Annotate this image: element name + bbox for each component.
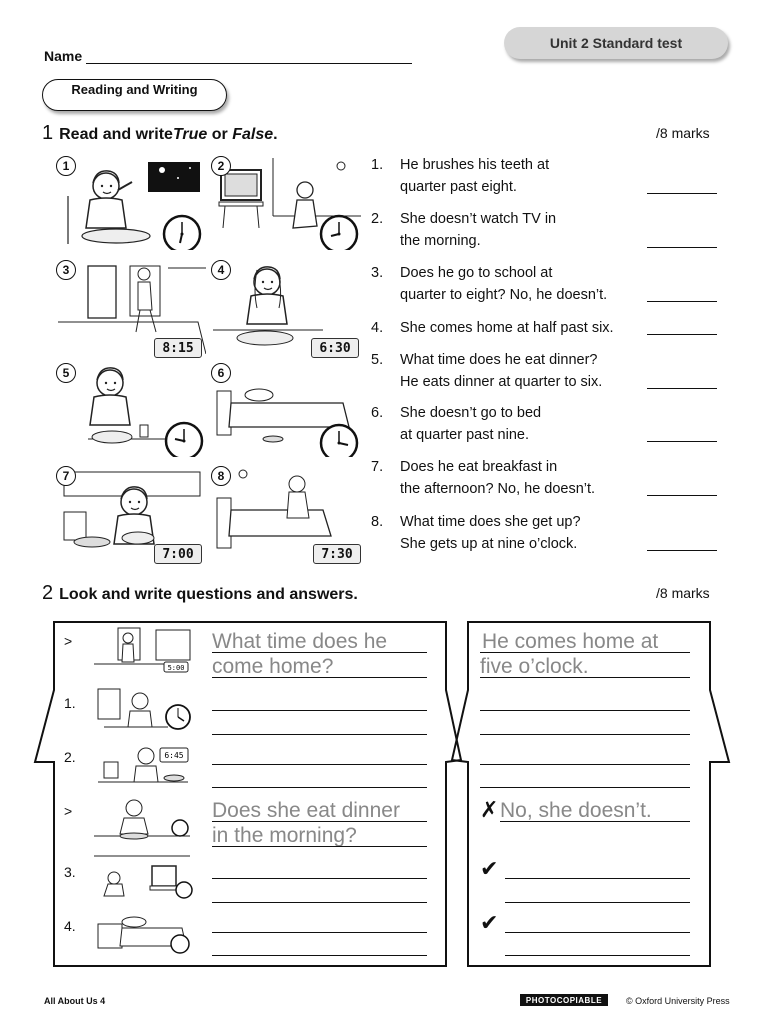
- row-thumbnail-girl-tv: [94, 852, 194, 900]
- cross-mark-icon: ✗: [480, 797, 499, 822]
- question-write-line[interactable]: [212, 787, 427, 788]
- answer-write-line[interactable]: [480, 734, 690, 735]
- question-write-line[interactable]: [212, 734, 427, 735]
- statement-text: quarter to eight? No, he doesn’t.: [400, 287, 608, 303]
- statement-text: Does he go to school at: [400, 265, 553, 281]
- row-marker: 1.: [64, 695, 76, 711]
- statement-number: 3.: [371, 265, 384, 281]
- statement-text: She doesn’t watch TV in: [400, 211, 557, 227]
- answer-write-line[interactable]: [505, 932, 690, 933]
- answer-write-line[interactable]: [480, 787, 690, 788]
- girl-eating-dinner-illustration: [94, 796, 194, 844]
- row-marker: 3.: [64, 864, 76, 880]
- statement-text: at quarter past nine.: [400, 427, 529, 443]
- row-marker: 2.: [64, 749, 76, 765]
- footer-book-title: All About Us 4: [44, 996, 106, 1006]
- exercise1-number: 1: [42, 122, 54, 144]
- answer-write-line[interactable]: [505, 902, 690, 903]
- photocopiable-label: PHOTOCOPIABLE: [520, 994, 608, 1006]
- statement-text: What time does she get up?: [400, 514, 581, 530]
- write-line: [212, 677, 427, 678]
- picture-7-number: 7: [56, 466, 76, 486]
- answer-write-line[interactable]: [480, 710, 690, 711]
- statement-text: He eats dinner at quarter to six.: [400, 374, 603, 390]
- name-label: Name: [44, 48, 83, 64]
- question-write-line[interactable]: [212, 955, 427, 956]
- girl-eating-lunch-illustration: [94, 687, 194, 735]
- question-write-line[interactable]: [212, 932, 427, 933]
- picture-4-digital-clock: 6:30: [311, 338, 359, 358]
- picture-1-number: 1: [56, 156, 76, 176]
- example-question-line1: Does she eat dinner: [212, 799, 400, 822]
- example-answer-line1: He comes home at: [482, 630, 659, 653]
- write-line: [212, 846, 427, 847]
- row-marker: >: [64, 803, 73, 819]
- statement-text: She doesn’t go to bed: [400, 405, 542, 421]
- example-question-line2: come home?: [212, 655, 334, 678]
- boy-coming-home-illustration: [94, 626, 194, 674]
- picture-3-digital-clock: 8:15: [154, 338, 202, 358]
- exercise2-number: 2: [42, 582, 54, 604]
- write-line: [212, 652, 427, 653]
- boy-eating-breakfast-illustration: [94, 742, 194, 790]
- statement-text: the morning.: [400, 233, 481, 249]
- exercise1-title-or: or: [207, 126, 233, 143]
- row-marker: >: [64, 633, 73, 649]
- example-answer-line1: No, she doesn’t.: [500, 799, 652, 822]
- write-line: [212, 821, 427, 822]
- example-question-line1: What time does he: [212, 630, 388, 653]
- picture-3-number: 3: [56, 260, 76, 280]
- statement-text: Does he eat breakfast in: [400, 459, 558, 475]
- exercise1-title-true: True: [172, 126, 208, 143]
- write-line: [500, 821, 690, 822]
- section-label: Reading and Writing: [42, 79, 227, 111]
- question-write-line[interactable]: [212, 710, 427, 711]
- statement-text: What time does he eat dinner?: [400, 352, 598, 368]
- statement-number: 8.: [371, 514, 384, 530]
- check-mark-icon: ✔: [480, 856, 499, 881]
- girl-going-to-bed-illustration: [94, 908, 194, 956]
- statement-text: She comes home at half past six.: [400, 320, 614, 336]
- picture-7-digital-clock: 7:00: [154, 544, 202, 564]
- write-line: [480, 677, 690, 678]
- row-thumbnail-girl-bed: [94, 908, 194, 956]
- footer-copyright: © Oxford University Press: [626, 996, 730, 1006]
- thumb-time: 5:00: [167, 664, 185, 672]
- answer-write-line[interactable]: [505, 878, 690, 879]
- picture-6-number: 6: [211, 363, 231, 383]
- row-thumbnail-boy-breakfast: [94, 742, 194, 790]
- exercise1-title-end: .: [273, 126, 278, 143]
- question-write-line[interactable]: [212, 902, 427, 903]
- row-thumbnail-girl-dinner: [94, 796, 194, 844]
- statement-number: 6.: [371, 405, 384, 421]
- picture-5-number: 5: [56, 363, 76, 383]
- statement-number: 5.: [371, 352, 384, 368]
- unit-badge: Unit 2 Standard test: [504, 27, 728, 59]
- statement-number: 7.: [371, 459, 384, 475]
- statement-text: the afternoon? No, he doesn’t.: [400, 481, 596, 497]
- thumb-time: 6:45: [164, 751, 184, 760]
- check-mark-icon: ✔: [480, 910, 499, 935]
- statement-text: quarter past eight.: [400, 179, 517, 195]
- answer-write-line[interactable]: [480, 764, 690, 765]
- statement-number: 2.: [371, 211, 384, 227]
- exercise1-marks: /8 marks: [656, 125, 710, 141]
- exercise1-title-before: Read and write: [59, 126, 173, 143]
- row-thumbnail-boy-coming-home: [94, 626, 194, 674]
- statement-text: He brushes his teeth at: [400, 157, 550, 173]
- statement-number: 1.: [371, 157, 384, 173]
- answer-write-line[interactable]: [505, 955, 690, 956]
- write-line: [480, 652, 690, 653]
- statement-text: She gets up at nine o’clock.: [400, 536, 578, 552]
- example-answer-line2: five o’clock.: [480, 655, 589, 678]
- example-question-line2: in the morning?: [212, 824, 357, 847]
- row-thumbnail-girl-eating: [94, 687, 194, 735]
- statement-number: 4.: [371, 320, 384, 336]
- picture-2-number: 2: [211, 156, 231, 176]
- question-write-line[interactable]: [212, 764, 427, 765]
- exercise2-title-text: Look and write questions and answers.: [59, 586, 358, 603]
- picture-4-number: 4: [211, 260, 231, 280]
- picture-8-number: 8: [211, 466, 231, 486]
- row-marker: 4.: [64, 918, 76, 934]
- girl-watching-tv-illustration: [94, 852, 194, 900]
- picture-8-digital-clock: 7:30: [313, 544, 361, 564]
- exercise1-title-false: False: [232, 126, 274, 143]
- exercise2-marks: /8 marks: [656, 585, 710, 601]
- question-write-line[interactable]: [212, 878, 427, 879]
